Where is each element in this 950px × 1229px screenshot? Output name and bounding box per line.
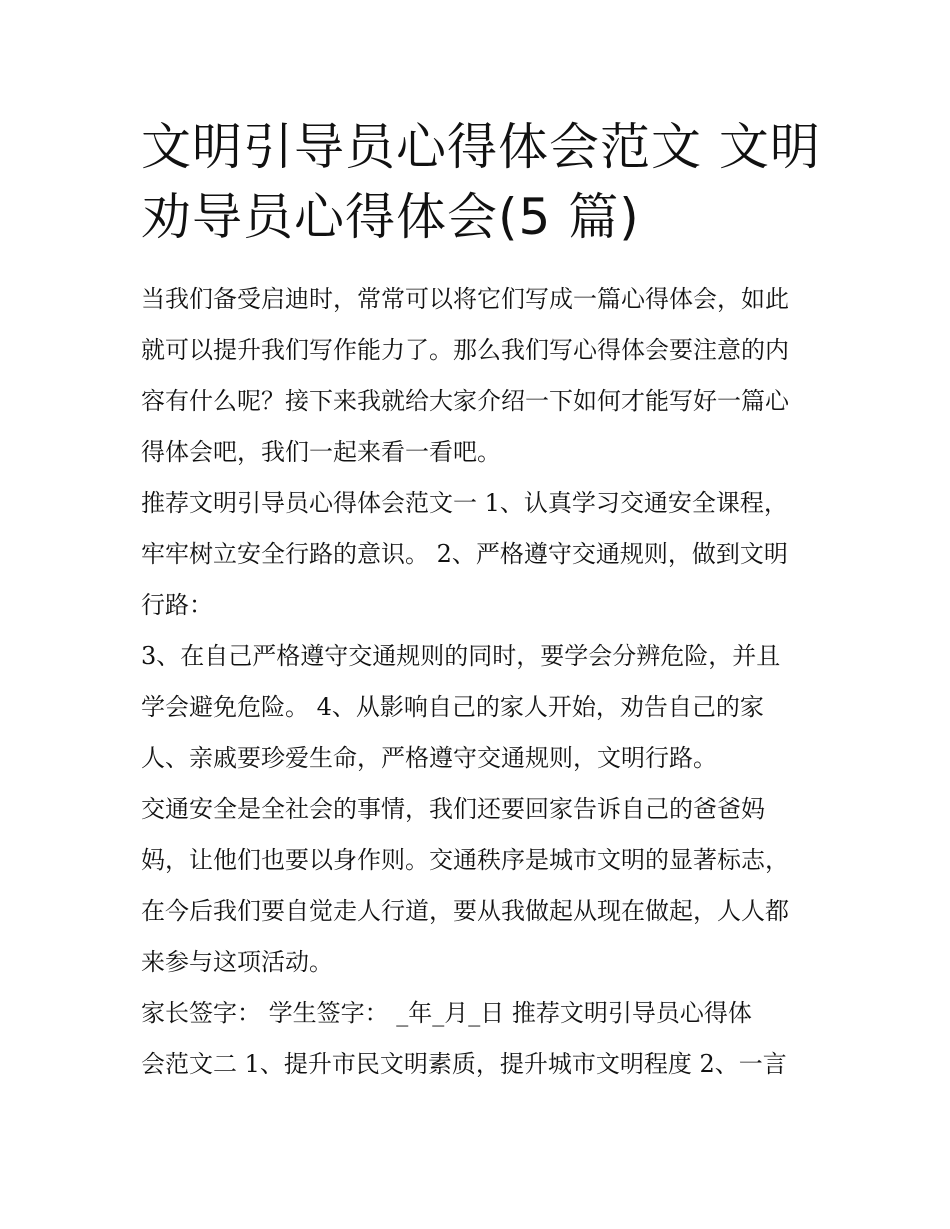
body-line: 妈，让他们也要以身作则。交通秩序是城市文明的显著标志， bbox=[141, 846, 789, 874]
body-line: 推荐文明引导员心得体会范文一 1、认真学习交通安全课程， bbox=[141, 489, 788, 517]
body-line: 容有什么呢？接下来我就给大家介绍一下如何才能写好一篇心 bbox=[141, 387, 789, 415]
body-line: 就可以提升我们写作能力了。那么我们写心得体会要注意的内 bbox=[141, 336, 789, 364]
body-line: 行路： bbox=[141, 591, 213, 619]
body-line: 学会避免危险。 4、从影响自己的家人开始，劝告自己的家 bbox=[141, 693, 764, 721]
body-line: 来参与这项活动。 bbox=[141, 948, 333, 976]
title-line-1: 文明引导员心得体会范文 文明 bbox=[141, 118, 821, 176]
document-title bbox=[141, 112, 821, 252]
body-line: 3、在自己严格遵守交通规则的同时，要学会分辨危险，并且 bbox=[141, 642, 781, 670]
title-line-2: 劝导员心得体会(5 篇) bbox=[141, 188, 640, 246]
body-line: 牢牢树立安全行路的意识。 2、严格遵守交通规则，做到文明 bbox=[141, 540, 788, 568]
body-line: 人、亲戚要珍爱生命，严格遵守交通规则，文明行路。 bbox=[141, 744, 717, 772]
body-line: 家长签字： 学生签字： _年_月_日 推荐文明引导员心得体 bbox=[141, 999, 752, 1027]
body-line: 交通安全是全社会的事情，我们还要回家告诉自己的爸爸妈 bbox=[141, 795, 765, 823]
body-line: 在今后我们要自觉走人行道，要从我做起从现在做起，人人都 bbox=[141, 897, 789, 925]
body-line: 会范文二 1、提升市民文明素质，提升城市文明程度 2、一言 bbox=[141, 1050, 787, 1078]
body-line: 当我们备受启迪时，常常可以将它们写成一篇心得体会，如此 bbox=[141, 285, 789, 313]
body-line: 得体会吧，我们一起来看一看吧。 bbox=[141, 438, 501, 466]
